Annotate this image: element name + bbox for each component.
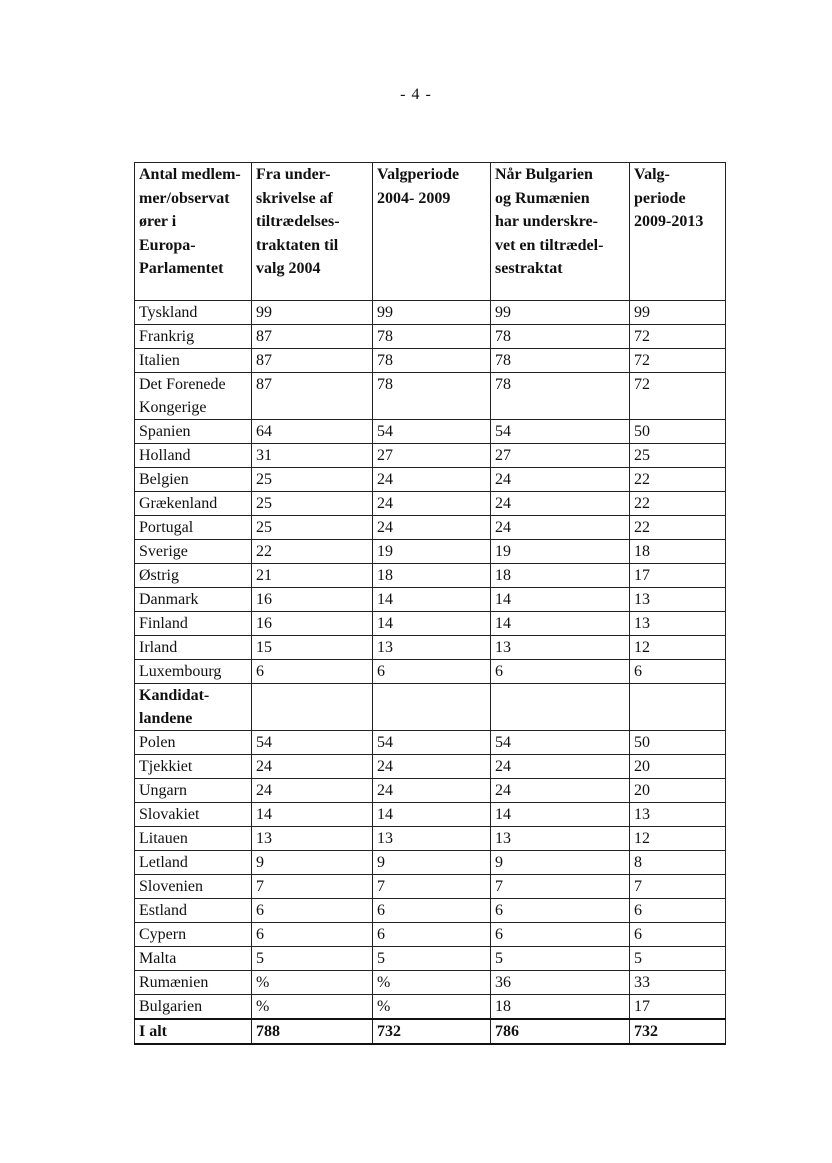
seat-count-cell: 13 [373, 636, 491, 660]
seat-count-cell: 9 [252, 851, 373, 875]
seat-count-cell: 24 [491, 755, 630, 779]
header-until-2004: Fra under- skrivelse af tiltrædelses- traktaten til valg 2004 [252, 163, 373, 301]
seat-count-cell: 22 [252, 540, 373, 564]
total-body [135, 1019, 726, 1044]
seat-count-cell: 14 [373, 588, 491, 612]
seat-count-cell: 25 [630, 444, 726, 468]
country-name: Finland [135, 612, 252, 636]
seat-count-cell: 5 [630, 947, 726, 971]
header-members: Antal medlem- mer/observat ører i Europa- Parlamentet [135, 163, 252, 301]
table-cell [373, 684, 491, 731]
header-2004-2009: Valgperiode 2004- 2009 [373, 163, 491, 301]
total-cell: 788 [252, 1019, 373, 1044]
seat-count-cell: 13 [630, 803, 726, 827]
seat-count-cell: 19 [373, 540, 491, 564]
seat-count-cell: 13 [630, 612, 726, 636]
seat-count-cell: 14 [252, 803, 373, 827]
table-header-row [135, 163, 726, 301]
country-name: Danmark [135, 588, 252, 612]
seat-count-cell: 54 [373, 420, 491, 444]
country-name: Bulgarien [135, 995, 252, 1020]
seat-count-cell: 78 [373, 325, 491, 349]
seat-count-cell: 9 [373, 851, 491, 875]
seat-count-cell: 25 [252, 516, 373, 540]
table-row [135, 301, 726, 325]
candidate-section-body [135, 684, 726, 731]
country-name: Irland [135, 636, 252, 660]
seat-count-cell: 99 [630, 301, 726, 325]
table-row [135, 588, 726, 612]
country-name: Spanien [135, 420, 252, 444]
page-number: - 4 - [400, 86, 432, 103]
seat-count-cell: 78 [491, 373, 630, 420]
seat-count-cell: 99 [252, 301, 373, 325]
table-row [135, 492, 726, 516]
table-cell [252, 684, 373, 731]
table-row [135, 851, 726, 875]
seat-count-cell: 24 [373, 492, 491, 516]
seat-count-cell: 6 [252, 899, 373, 923]
candidate-countries-body [135, 731, 726, 1020]
seat-count-cell: 22 [630, 468, 726, 492]
table-row [135, 612, 726, 636]
country-name: Sverige [135, 540, 252, 564]
seat-count-cell: 27 [491, 444, 630, 468]
table-row [135, 373, 726, 420]
seat-count-cell: 7 [630, 875, 726, 899]
seat-count-cell: 13 [373, 827, 491, 851]
table-row [135, 420, 726, 444]
seat-count-cell: 17 [630, 564, 726, 588]
seat-count-cell: 25 [252, 492, 373, 516]
seat-count-cell: 54 [491, 420, 630, 444]
seat-count-cell: 6 [491, 660, 630, 684]
seat-count-cell: 17 [630, 995, 726, 1020]
seat-count-cell: 24 [491, 468, 630, 492]
table-row [135, 899, 726, 923]
seat-count-cell: 5 [373, 947, 491, 971]
seat-count-cell: % [252, 995, 373, 1020]
seat-count-cell: 5 [491, 947, 630, 971]
header-bulgaria-romania: Når Bulgarien og Rumænien har underskre- vet en tiltrædel- sestraktat [491, 163, 630, 301]
country-name: Malta [135, 947, 252, 971]
seat-count-cell: 7 [373, 875, 491, 899]
country-name: Slovenien [135, 875, 252, 899]
seat-count-cell: 19 [491, 540, 630, 564]
country-name: Cypern [135, 923, 252, 947]
seat-count-cell: 24 [373, 468, 491, 492]
seat-count-cell: 24 [373, 516, 491, 540]
country-name: Letland [135, 851, 252, 875]
table-cell [491, 684, 630, 731]
country-name: Belgien [135, 468, 252, 492]
seat-count-cell: 78 [491, 325, 630, 349]
seat-count-cell: 24 [491, 779, 630, 803]
table-row [135, 971, 726, 995]
table-row [135, 947, 726, 971]
seat-distribution-table [134, 162, 726, 1045]
seat-count-cell: 64 [252, 420, 373, 444]
seat-count-cell: 78 [491, 349, 630, 373]
seat-count-cell: 18 [491, 995, 630, 1020]
seat-count-cell: 6 [630, 660, 726, 684]
country-name: Luxembourg [135, 660, 252, 684]
member-states-body [135, 301, 726, 684]
total-cell: 732 [630, 1019, 726, 1044]
table-row [135, 444, 726, 468]
country-name: Tyskland [135, 301, 252, 325]
country-name: Italien [135, 349, 252, 373]
table-row [135, 349, 726, 373]
seat-count-cell: 72 [630, 349, 726, 373]
table-row [135, 923, 726, 947]
header-2009-2013: Valg- periode 2009-2013 [630, 163, 726, 301]
seat-count-cell: 50 [630, 731, 726, 755]
seat-count-cell: 15 [252, 636, 373, 660]
seat-count-cell: 99 [491, 301, 630, 325]
seat-count-cell: 7 [491, 875, 630, 899]
table-row [135, 875, 726, 899]
seat-count-cell: 78 [373, 373, 491, 420]
total-cell: 732 [373, 1019, 491, 1044]
seat-count-cell: 50 [630, 420, 726, 444]
seat-count-cell: 5 [252, 947, 373, 971]
seat-count-cell: 25 [252, 468, 373, 492]
seat-count-cell: 6 [373, 923, 491, 947]
country-name: Slovakiet [135, 803, 252, 827]
country-name: Grækenland [135, 492, 252, 516]
seat-count-cell: 22 [630, 516, 726, 540]
table-row [135, 564, 726, 588]
seat-count-cell: 13 [491, 827, 630, 851]
table-row [135, 540, 726, 564]
seat-count-cell: 6 [630, 923, 726, 947]
seat-count-cell: 8 [630, 851, 726, 875]
seat-count-cell: 12 [630, 636, 726, 660]
section-label: Kandidat- landene [135, 684, 252, 731]
seat-count-cell: 24 [491, 516, 630, 540]
country-name: Estland [135, 899, 252, 923]
table-row [135, 660, 726, 684]
seat-count-cell: 24 [252, 779, 373, 803]
section-row [135, 684, 726, 731]
total-cell: 786 [491, 1019, 630, 1044]
seat-count-cell: 21 [252, 564, 373, 588]
table-row [135, 325, 726, 349]
seat-count-cell: 31 [252, 444, 373, 468]
seat-count-cell: 6 [373, 660, 491, 684]
seat-count-cell: 54 [373, 731, 491, 755]
seat-count-cell: % [252, 971, 373, 995]
seat-count-cell: 6 [491, 899, 630, 923]
seat-count-cell: 18 [491, 564, 630, 588]
seat-count-cell: 87 [252, 349, 373, 373]
country-name: Portugal [135, 516, 252, 540]
seat-count-cell: % [373, 995, 491, 1020]
seat-count-cell: 87 [252, 325, 373, 349]
seat-count-cell: 14 [491, 588, 630, 612]
table-row [135, 731, 726, 755]
country-name: Rumænien [135, 971, 252, 995]
seat-count-cell: 87 [252, 373, 373, 420]
seat-count-cell: 33 [630, 971, 726, 995]
seat-count-cell: 14 [373, 612, 491, 636]
seat-count-cell: 6 [373, 899, 491, 923]
seat-count-cell: 9 [491, 851, 630, 875]
seat-count-cell: 14 [491, 612, 630, 636]
seat-count-cell: 27 [373, 444, 491, 468]
table-row [135, 755, 726, 779]
total-label: I alt [135, 1019, 252, 1044]
seat-count-cell: 14 [373, 803, 491, 827]
table-row [135, 779, 726, 803]
seat-count-cell: 22 [630, 492, 726, 516]
seat-count-cell: 99 [373, 301, 491, 325]
seat-count-cell: 72 [630, 325, 726, 349]
seat-count-cell: 18 [630, 540, 726, 564]
seat-count-cell: 20 [630, 755, 726, 779]
country-name: Polen [135, 731, 252, 755]
table-row [135, 516, 726, 540]
seat-count-cell: 12 [630, 827, 726, 851]
seat-count-cell: 24 [491, 492, 630, 516]
seat-count-cell: 78 [373, 349, 491, 373]
country-name: Tjekkiet [135, 755, 252, 779]
seat-count-cell: 24 [252, 755, 373, 779]
country-name: Holland [135, 444, 252, 468]
seat-count-cell: 16 [252, 612, 373, 636]
seat-count-cell: 6 [491, 923, 630, 947]
seat-count-cell: 54 [252, 731, 373, 755]
table-row [135, 995, 726, 1020]
seat-count-cell: 36 [491, 971, 630, 995]
country-name: Litauen [135, 827, 252, 851]
seat-count-cell: 24 [373, 755, 491, 779]
table-row [135, 827, 726, 851]
table-cell [630, 684, 726, 731]
seat-count-cell: 14 [491, 803, 630, 827]
country-name: Det Forenede Kongerige [135, 373, 252, 420]
seat-count-cell: % [373, 971, 491, 995]
seat-count-cell: 16 [252, 588, 373, 612]
seat-count-cell: 13 [630, 588, 726, 612]
seat-count-cell: 13 [252, 827, 373, 851]
total-row [135, 1019, 726, 1044]
country-name: Ungarn [135, 779, 252, 803]
seat-count-cell: 54 [491, 731, 630, 755]
seat-count-cell: 6 [252, 660, 373, 684]
seat-count-cell: 13 [491, 636, 630, 660]
table-row [135, 636, 726, 660]
seat-count-cell: 20 [630, 779, 726, 803]
seat-count-cell: 24 [373, 779, 491, 803]
country-name: Østrig [135, 564, 252, 588]
table-row [135, 468, 726, 492]
seat-count-cell: 18 [373, 564, 491, 588]
seat-count-cell: 72 [630, 373, 726, 420]
seat-count-cell: 6 [252, 923, 373, 947]
country-name: Frankrig [135, 325, 252, 349]
seat-count-cell: 6 [630, 899, 726, 923]
table-row [135, 803, 726, 827]
seat-count-cell: 7 [252, 875, 373, 899]
